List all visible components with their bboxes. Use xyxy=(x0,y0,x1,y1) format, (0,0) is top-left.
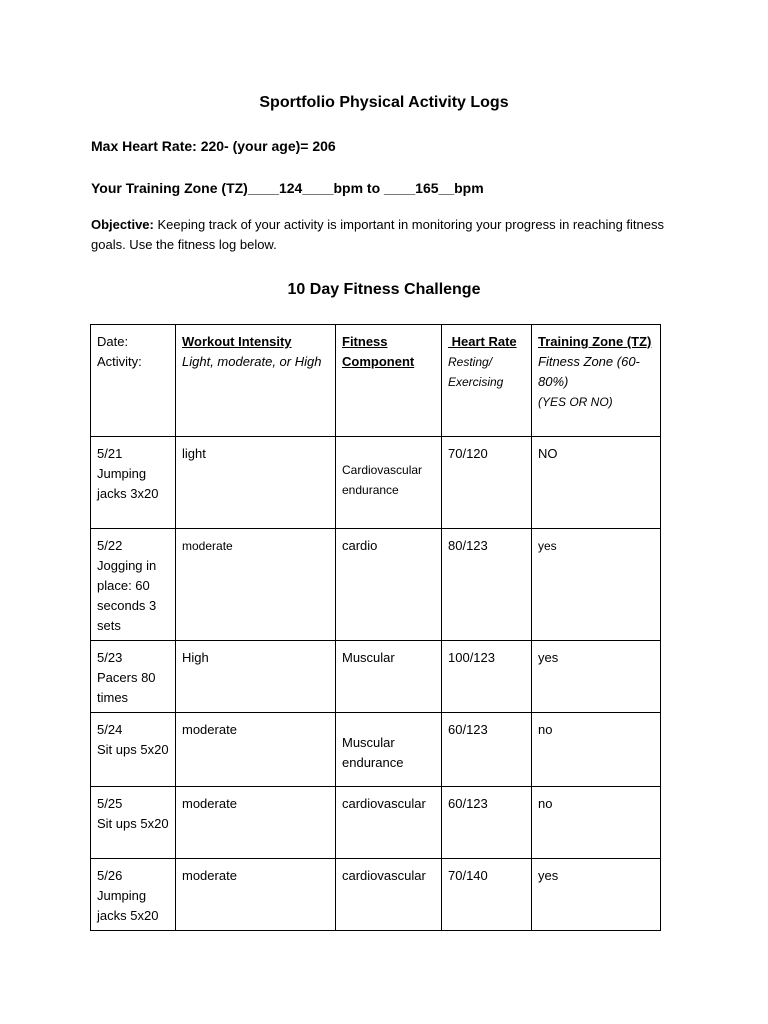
cell-date: 5/24 xyxy=(97,722,123,737)
objective-text: Keeping track of your activity is important in monitoring your progress in reaching fitness goals. Use the fitness log below. xyxy=(91,217,664,252)
cell-component: cardio xyxy=(336,529,442,641)
header-zone-sub2: (YES OR NO) xyxy=(538,395,613,409)
cell-heart-rate: 70/140 xyxy=(442,859,532,931)
objective-label: Objective: xyxy=(91,217,154,232)
cell-in-zone: yes xyxy=(532,641,661,713)
cell-component xyxy=(336,437,442,529)
cell-date-activity xyxy=(91,641,176,713)
header-component xyxy=(336,325,442,437)
table-row xyxy=(91,859,661,931)
table-row xyxy=(91,787,661,859)
cell-component: cardiovascular xyxy=(336,787,442,859)
header-activity: Activity: xyxy=(97,354,142,369)
header-intensity xyxy=(176,325,336,437)
cell-intensity: High xyxy=(176,641,336,713)
cell-date: 5/23 xyxy=(97,650,123,665)
cell-in-zone: yes xyxy=(532,529,661,641)
cell-intensity: moderate xyxy=(176,713,336,787)
header-heart-rate xyxy=(442,325,532,437)
cell-component: Muscular xyxy=(336,641,442,713)
training-zone-line: Your Training Zone (TZ)____124____bpm to ____165__bpm xyxy=(91,180,484,196)
cell-date-activity xyxy=(91,529,176,641)
header-date-activity xyxy=(91,325,176,437)
table-row xyxy=(91,641,661,713)
header-date: Date: xyxy=(97,334,129,349)
cell-date-activity xyxy=(91,787,176,859)
fitness-log-table xyxy=(90,324,661,931)
cell-activity: Sit ups 5x20 xyxy=(97,742,169,757)
cell-activity: Jumping jacks 3x20 xyxy=(97,466,159,501)
cell-activity: Jumping jacks 5x20 xyxy=(97,888,159,923)
table-row xyxy=(91,529,661,641)
cell-intensity: moderate xyxy=(176,787,336,859)
cell-component-text: Muscular endurance xyxy=(342,735,404,770)
header-zone-sub1: Fitness Zone (60-80%) xyxy=(538,354,640,389)
cell-date-activity xyxy=(91,437,176,529)
cell-date: 5/22 xyxy=(97,538,123,553)
cell-intensity: light xyxy=(176,437,336,529)
cell-date: 5/25 xyxy=(97,796,123,811)
cell-heart-rate: 80/123 xyxy=(442,529,532,641)
cell-activity: Sit ups 5x20 xyxy=(97,816,169,831)
header-intensity-sub: Light, moderate, or High xyxy=(182,354,322,369)
cell-component xyxy=(336,713,442,787)
cell-component: cardiovascular xyxy=(336,859,442,931)
cell-date-activity xyxy=(91,859,176,931)
header-training-zone xyxy=(532,325,661,437)
cell-activity: Jogging in place: 60 seconds 3 sets xyxy=(97,558,157,633)
header-component-line1: Fitness xyxy=(342,334,388,349)
cell-activity: Pacers 80 times xyxy=(97,670,156,705)
cell-date-activity xyxy=(91,713,176,787)
cell-in-zone: no xyxy=(532,713,661,787)
header-component-line2: Component xyxy=(342,354,415,369)
header-zone-title: Training Zone (TZ) xyxy=(538,334,652,349)
cell-heart-rate: 60/123 xyxy=(442,713,532,787)
header-heart-title: Heart Rate xyxy=(448,334,517,349)
cell-in-zone: yes xyxy=(532,859,661,931)
table-row xyxy=(91,713,661,787)
max-heart-rate-line: Max Heart Rate: 220- (your age)= 206 xyxy=(91,138,336,154)
cell-heart-rate: 100/123 xyxy=(442,641,532,713)
cell-date: 5/26 xyxy=(97,868,123,883)
cell-in-zone: no xyxy=(532,787,661,859)
objective-paragraph xyxy=(91,215,671,255)
cell-component-text: Cardiovascular endurance xyxy=(342,463,423,497)
header-heart-sub1: Resting/ xyxy=(448,355,493,369)
cell-intensity: moderate xyxy=(176,859,336,931)
cell-intensity: moderate xyxy=(176,529,336,641)
header-intensity-title: Workout Intensity xyxy=(182,334,292,349)
cell-date: 5/21 xyxy=(97,446,123,461)
cell-in-zone: NO xyxy=(532,437,661,529)
table-header-row xyxy=(91,325,661,437)
challenge-title: 10 Day Fitness Challenge xyxy=(287,281,481,298)
cell-heart-rate: 70/120 xyxy=(442,437,532,529)
cell-heart-rate: 60/123 xyxy=(442,787,532,859)
table-row xyxy=(91,437,661,529)
header-heart-sub2: Exercising xyxy=(448,375,504,389)
page-title: Sportfolio Physical Activity Logs xyxy=(259,94,509,111)
